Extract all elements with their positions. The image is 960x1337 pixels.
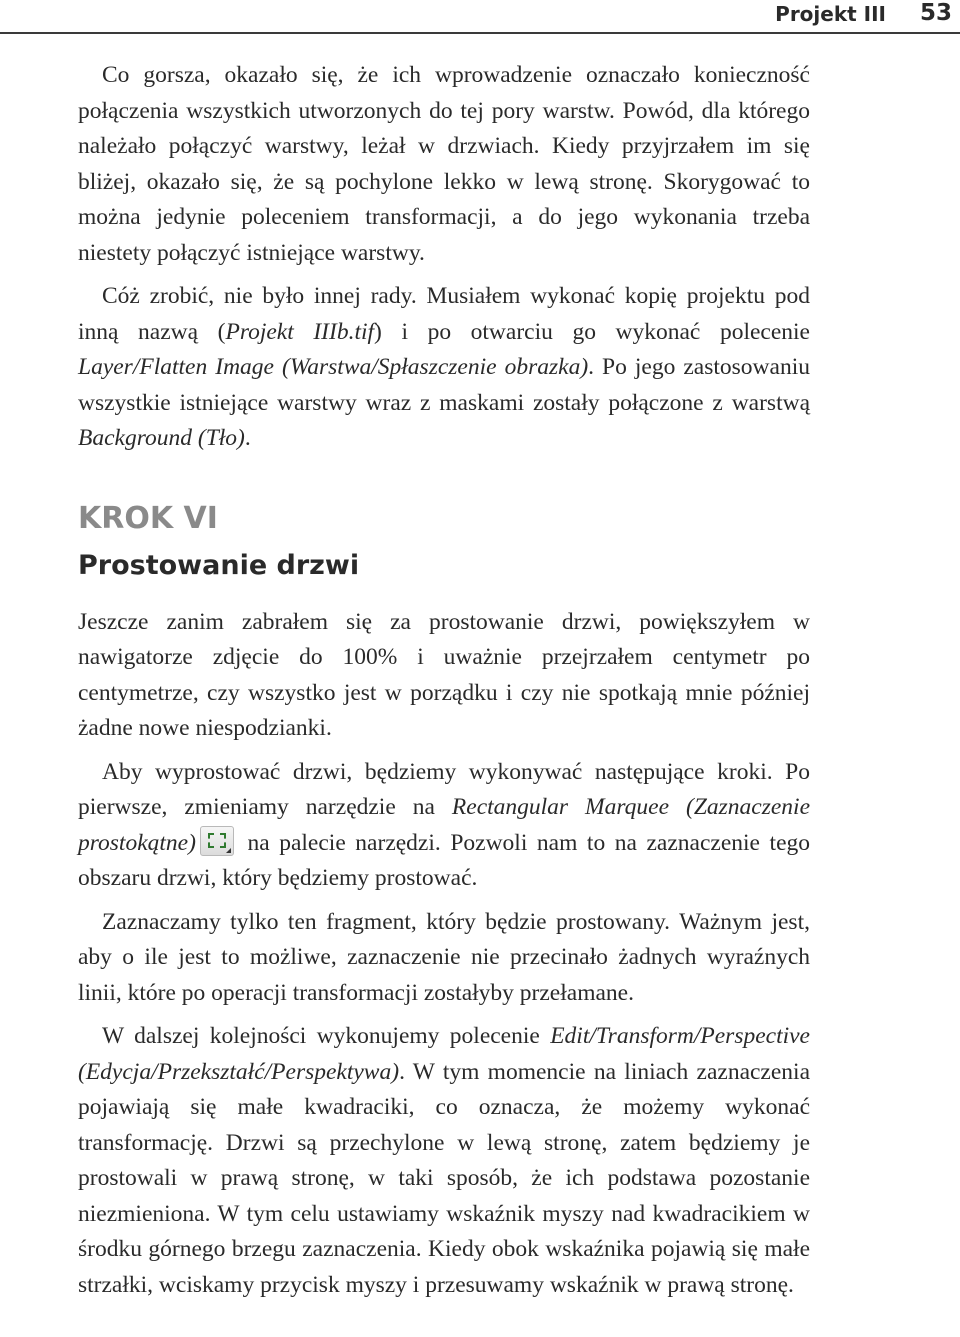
- running-header: [0, 0, 960, 34]
- text-run: .: [244, 425, 251, 451]
- page-number: 53: [919, 0, 952, 26]
- text-run: . Po jego zastosowaniu wszystkie istniejące warstwy wraz z maskami zostały połączone z warstwą: [78, 354, 810, 416]
- text-run: Cóż zrobić, nie było innej rady. Musiałem wykonać kopię projektu pod inną nazwą (: [78, 283, 810, 345]
- layer-name: Background (Tło): [78, 425, 245, 451]
- paragraph: [78, 755, 810, 897]
- step-title: Prostowanie drzwi: [78, 549, 360, 581]
- filename: Projekt IIIb.tif: [225, 318, 375, 345]
- text-run: W dalszej kolejności wykonujemy polecenie: [102, 1023, 551, 1049]
- text-run: ) i po otwarciu go wykonać polecenie: [374, 318, 810, 345]
- body-text: [78, 58, 810, 1311]
- paragraph: Co gorsza, okazało się, że ich wprowadzenie oznaczało konieczność połączenia wszystkich utworzonych do tej pory warstw. Powód, dla którego należało połączyć warstwy, leżał w drzwiach. Kiedy przyjrzałem im się bliżej, okazało się, że są pochylone lekko w lewą stronę. Skorygować to można jedynie poleceniem transformacji, a do jego wykonania trzeba niestety połączyć istniejące warstwy.: [78, 62, 810, 266]
- paragraph: [78, 1019, 810, 1303]
- step-label: KROK VI: [78, 500, 218, 536]
- rectangular-marquee-icon: [200, 826, 234, 856]
- text-run: . W tym momencie na liniach zaznaczenia pojawiają się małe kwadraciki, co oznacza, że możemy wykonać transformację. Drzwi są przechylone w lewą stronę, zatem będziemy je prostowali w prawą stronę, w taki sposób, że ich podstawa pozostanie niezmieniona. W tym celu ustawiamy wskaźnik myszy nad kwadracikiem w środku górnego brzegu zaznaczenia. Kiedy obok wskaźnika pojawią się małe strzałki, wciskamy przycisk myszy i przesuwamy wskaźnik w prawą stronę.: [78, 1058, 810, 1298]
- section-title: Projekt III: [775, 2, 886, 26]
- tool-name: Rectangular Marquee (Zaznaczenie prostokątne): [78, 794, 810, 856]
- menu-command: Layer/Flatten Image (Warstwa/Spłaszczenie obrazka): [78, 354, 589, 380]
- paragraph: Jeszcze zanim zabrałem się za prostowanie drzwi, powiększyłem w nawigatorze zdjęcie do 100% i uważnie przejrzałem centymetr po centymetrze, czy wszystko jest w porządku i czy nie spotkają mnie później żadne nowe niespodzianki.: [78, 608, 810, 741]
- menu-command: Edit/Transform/Perspective (Edycja/Przekształć/Perspektywa): [78, 1023, 810, 1085]
- text-run: na palecie narzędzi. Pozwoli nam to na zaznaczenie tego obszaru drzwi, który będziemy prostować.: [78, 829, 810, 891]
- text-run: Aby wyprostować drzwi, będziemy wykonywać następujące kroki. Po pierwsze, zmieniamy narzędzie na: [78, 758, 810, 820]
- paragraph: Zaznaczamy tylko ten fragment, który będzie prostowany. Ważnym jest, aby o ile jest to możliwe, zaznaczenie nie przecinało żadnych wyraźnych linii, które po operacji transformacji zostałyby przełamane.: [78, 908, 810, 1006]
- paragraph: [78, 279, 810, 457]
